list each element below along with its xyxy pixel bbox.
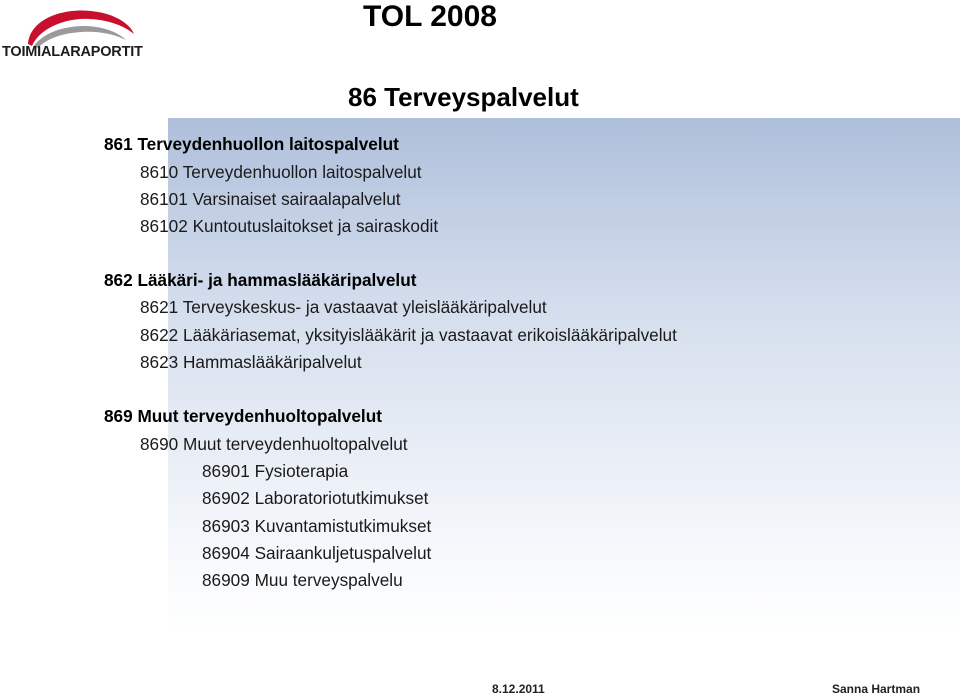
group-heading-861: 861 Terveydenhuollon laitospalvelut [104,134,399,154]
list-item: 86903 Kuvantamistutkimukset [202,516,432,536]
toimialaraportit-logo [0,0,170,66]
list-item: 86904 Sairaankuljetuspalvelut [202,543,432,563]
list-item: 86909 Muu terveyspalvelu [202,570,403,590]
logo-text: TOIMIALARAPORTIT [2,44,143,60]
logo-swoosh-icon [22,4,138,48]
document-title: TOL 2008 [363,0,497,33]
list-item: 86902 Laboratoriotutkimukset [202,488,429,508]
list-item: 8690 Muut terveydenhuoltopalvelut [140,434,408,454]
list-item: 8623 Hammaslääkäripalvelut [140,352,362,372]
section-title: 86 Terveyspalvelut [348,82,579,112]
list-item: 86901 Fysioterapia [202,461,349,481]
footer-author: Sanna Hartman [832,682,921,696]
list-item: 8610 Terveydenhuollon laitospalvelut [140,162,422,182]
list-item: 86102 Kuntoutuslaitokset ja sairaskodit [140,216,439,236]
list-item: 8622 Lääkäriasemat, yksityislääkärit ja vastaavat erikoislääkäripalvelut [140,325,677,345]
list-item: 8621 Terveyskeskus- ja vastaavat yleislääkäripalvelut [140,297,547,317]
footer-date: 8.12.2011 [492,682,545,696]
list-item: 86101 Varsinaiset sairaalapalvelut [140,189,401,209]
group-heading-869: 869 Muut terveydenhuoltopalvelut [104,406,382,426]
group-heading-862: 862 Lääkäri- ja hammaslääkäripalvelut [104,270,417,290]
